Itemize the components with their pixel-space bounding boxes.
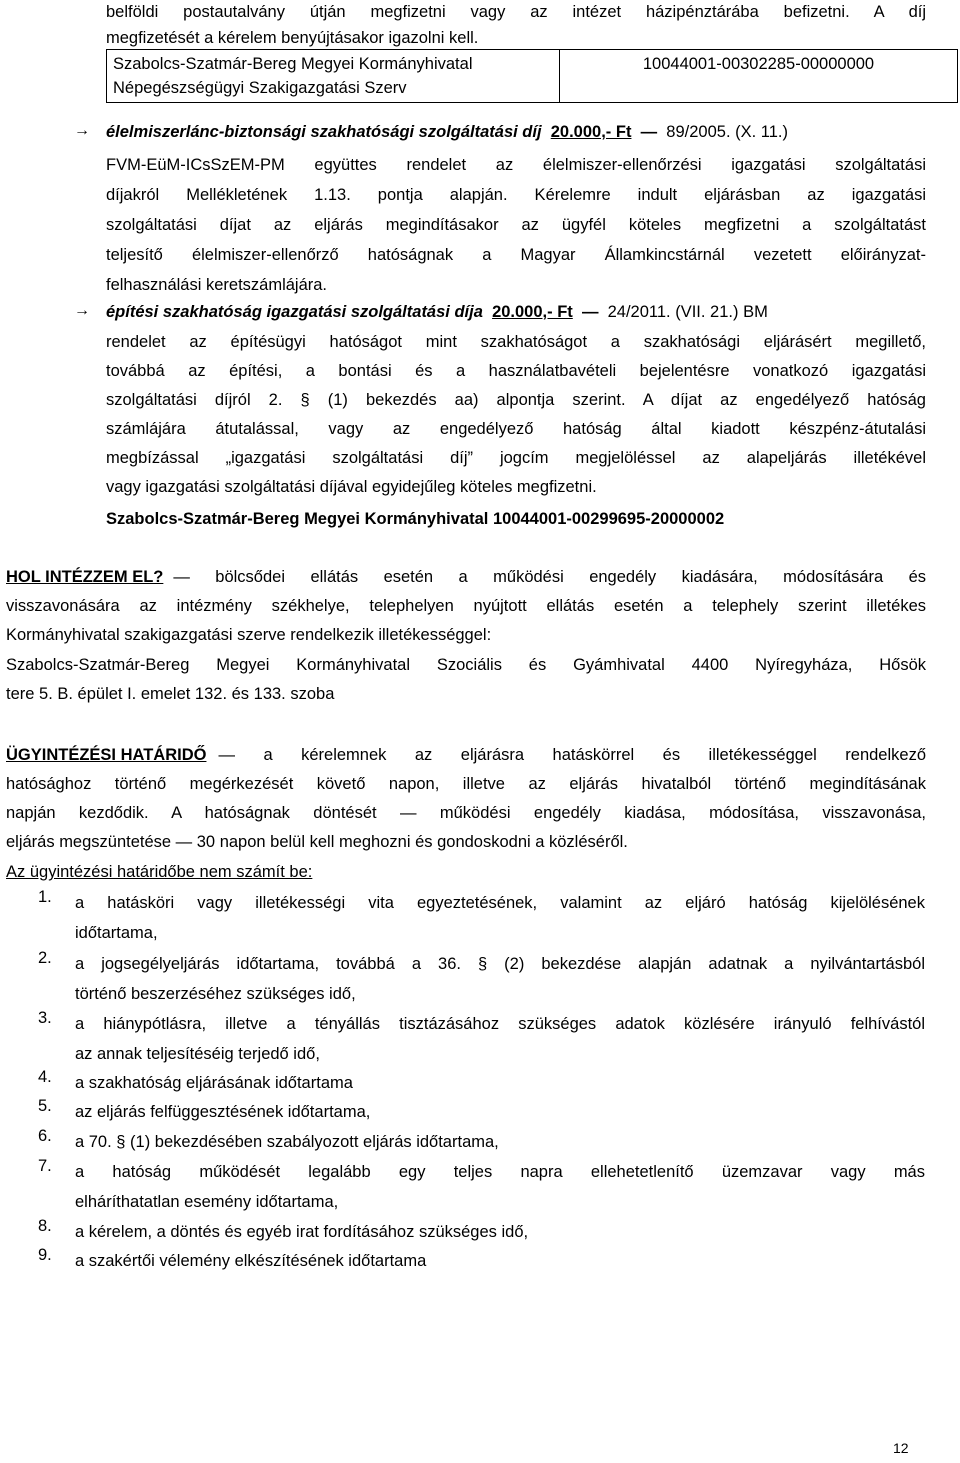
hol-line-1: — bölcsődei ellátás esetén a működési engedély kiadására, módosítására és bbox=[173, 568, 926, 586]
list-item-line: történő beszerzéséhez szükséges idő, bbox=[75, 985, 356, 1003]
fee2-line-6: vagy igazgatási szolgáltatási díjával egyidejűleg köteles megfizetni. bbox=[106, 478, 597, 496]
fee1-amount: 20.000,- Ft bbox=[550, 123, 632, 141]
fee2-title: építési szakhatóság igazgatási szolgáltatási díja bbox=[106, 303, 483, 321]
fee2-dash: — bbox=[581, 303, 599, 321]
hol-line-5: tere 5. B. épület I. emelet 132. és 133. szoba bbox=[6, 685, 335, 703]
hatarido-line-1: — a kérelemnek az eljárásra hatáskörrel és illetékességgel rendelkező bbox=[218, 746, 926, 764]
list-item-number: 3. bbox=[38, 1009, 52, 1027]
fee2-line-4: számlájára átutalással, vagy az engedélyező hatóság által kiadott készpénz-átutalási bbox=[106, 420, 926, 438]
list-item-line: az eljárás felfüggesztésének időtartama, bbox=[75, 1103, 371, 1121]
list-item-number: 1. bbox=[38, 888, 52, 906]
hatarido-line-3: napján kezdődik. A hatóságnak döntését — működési engedély kiadása, módosítása, visszavonása, bbox=[6, 804, 926, 822]
fee1-dash: — bbox=[640, 123, 658, 141]
list-item-line: a hatásköri vagy illetékességi vita egyeztetésének, valamint az eljáró hatóság kijelölésének bbox=[75, 894, 925, 912]
account-holder-line-2: Népegészségügyi Szakigazgatási Szerv bbox=[113, 79, 407, 97]
fee2-heading bbox=[106, 300, 926, 324]
account-holder-cell bbox=[107, 50, 560, 103]
list-item-line: a hiánypótlásra, illetve a tényállás tisztázásához szükséges adatok közlésére irányuló felhívástól bbox=[75, 1015, 925, 1033]
hol-line-3: Kormányhivatal szakigazgatási szerve rendelkezik illetékességgel: bbox=[6, 626, 492, 644]
account-holder-line-1: Szabolcs-Szatmár-Bereg Megyei Kormányhivatal bbox=[113, 55, 473, 73]
fee2-decree: 24/2011. (VII. 21.) BM bbox=[607, 303, 768, 321]
hatarido-line-2: hatósághoz történő megérkezését követő napon, illetve az eljárás hivatalból történő megindításának bbox=[6, 775, 926, 793]
fee2-line-3: szolgáltatási díjról 2. § (1) bekezdés aa) alpontja szerint. A díjat az engedélyező hatóság bbox=[106, 391, 926, 409]
fee1-line-2: díjakról Mellékletének 1.13. pontja alapján. Kérelemre indult eljárásban az igazgatási bbox=[106, 186, 926, 204]
list-item-line: a jogsegélyeljárás időtartama, továbbá a 36. § (2) bekezdése alapján adatnak a nyilvántartásból bbox=[75, 955, 925, 973]
list-item-line: a szakértői vélemény elkészítésének időtartama bbox=[75, 1252, 427, 1270]
hatarido-subheading: Az ügyintézési határidőbe nem számít be: bbox=[6, 863, 313, 881]
page-number: 12 bbox=[893, 1440, 909, 1456]
fee2-account: Szabolcs-Szatmár-Bereg Megyei Kormányhivatal 10044001-00299695-20000002 bbox=[106, 510, 725, 528]
hol-heading: HOL INTÉZZEM EL? bbox=[6, 568, 164, 586]
list-item-number: 4. bbox=[38, 1068, 52, 1086]
account-table bbox=[106, 49, 958, 103]
hatarido-line-4: eljárás megszüntetése — 30 napon belül kell meghozni és gondoskodni a közléséről. bbox=[6, 833, 628, 851]
hol-line-4: Szabolcs-Szatmár-Bereg Megyei Kormányhivatal Szociális és Gyámhivatal 4400 Nyíregyháza, Hősök bbox=[6, 656, 926, 674]
fee1-line-4: teljesítő élelmiszer-ellenőrző hatóságnak a Magyar Államkincstárnál vezetett előirányzat- bbox=[106, 246, 926, 264]
arrow-icon: → bbox=[74, 122, 90, 139]
fee2-line-5: megbízással „igazgatási szolgáltatási díj” jogcím megjelöléssel az alapeljárás illetékével bbox=[106, 449, 926, 467]
list-item-number: 9. bbox=[38, 1246, 52, 1264]
hatarido-heading: ÜGYINTÉZÉSI HATÁRIDŐ bbox=[6, 746, 207, 764]
fee1-line-1: FVM-EüM-ICsSzEM-PM együttes rendelet az élelmiszer-ellenőrzési igazgatási szolgáltatási bbox=[106, 156, 926, 174]
arrow-icon: → bbox=[74, 302, 90, 319]
list-item-line: a 70. § (1) bekezdésében szabályozott eljárás időtartama, bbox=[75, 1133, 499, 1151]
hol-line-2: visszavonására az intézmény székhelye, telephelyen nyújtott ellátás esetén a telephely szerint illetékes bbox=[6, 597, 926, 615]
list-item-line: a kérelem, a döntés és egyéb irat fordításához szükséges idő, bbox=[75, 1223, 529, 1241]
list-item-number: 7. bbox=[38, 1157, 52, 1175]
fee1-line-3: szolgáltatási díjat az eljárás megindításakor az ügyfél köteles megfizetni a szolgáltatást bbox=[106, 216, 926, 234]
list-item-line: elháríthatatlan esemény időtartama, bbox=[75, 1193, 339, 1211]
intro-line-2: megfizetését a kérelem benyújtásakor igazolni kell. bbox=[106, 29, 479, 47]
fee1-title: élelmiszerlánc-biztonsági szakhatósági szolgáltatási díj bbox=[106, 123, 542, 141]
list-item-line: a hatóság működését legalább egy teljes napra ellehetetlenítő üzemzavar vagy más bbox=[75, 1163, 925, 1181]
list-item-number: 8. bbox=[38, 1217, 52, 1235]
list-item-line: a szakhatóság eljárásának időtartama bbox=[75, 1074, 353, 1092]
account-number-cell: 10044001-00302285-00000000 bbox=[560, 50, 958, 103]
fee2-amount: 20.000,- Ft bbox=[492, 303, 573, 321]
fee2-line-2: továbbá az építési, a bontási és a használatbavételi bejelentésre vonatkozó igazgatási bbox=[106, 362, 926, 380]
fee1-heading bbox=[106, 120, 926, 144]
fee2-line-1: rendelet az építésügyi hatóságot mint szakhatóságot a szakhatósági eljárásért megillető, bbox=[106, 333, 926, 351]
list-item-line: időtartama, bbox=[75, 924, 158, 942]
list-item-number: 2. bbox=[38, 949, 52, 967]
hatarido-first-line bbox=[6, 740, 926, 770]
fee1-line-5: felhasználási keretszámlájára. bbox=[106, 276, 328, 294]
list-item-number: 5. bbox=[38, 1097, 52, 1115]
list-item-number: 6. bbox=[38, 1127, 52, 1145]
fee1-decree: 89/2005. (X. 11.) bbox=[666, 123, 788, 141]
list-item-line: az annak teljesítéséig terjedő idő, bbox=[75, 1045, 320, 1063]
hol-first-line bbox=[6, 562, 926, 592]
intro-line-1: belföldi postautalvány útján megfizetni vagy az intézet házipénztárába befizetni. A díj bbox=[106, 3, 926, 21]
